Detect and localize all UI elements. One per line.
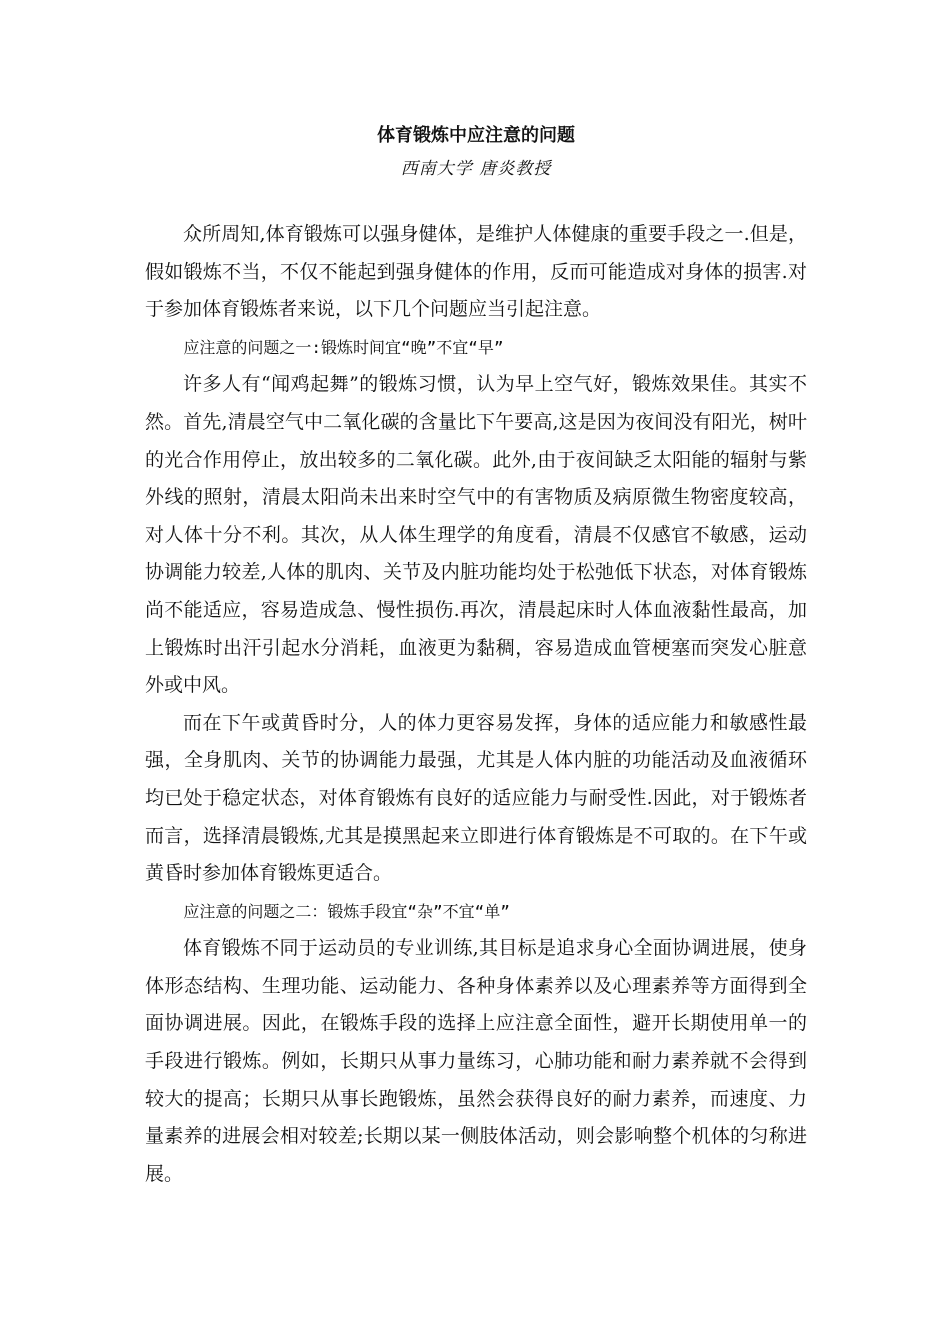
section-1-paragraph-1: 许多人有“闻鸡起舞”的锻炼习惯，认为早上空气好，锻炼效果佳。其实不然。首先,清晨空气中二氧化碳的含量比下午要高,这是因为夜间没有阳光，树叶的光合作用停止，放出较多的二氧化碳。此外,由于夜间缺乏太阳能的辐射与紫外线的照射，清晨太阳尚未出来时空气中的有害物质及病原微生物密度较高，对人体十分不利。其次，从人体生理学的角度看，清晨不仅感官不敏感，运动协调能力较差,人体的肌肉、关节及内脏功能均处于松弛低下状态，对体育锻炼尚不能适应，容易造成急、慢性损伤.再次，清晨起床时人体血液黏性最高，加上锻炼时出汗引起水分消耗，血液更为黏稠，容易造成血管梗塞而突发心脏意外或中风。 — [145, 373, 807, 697]
section-1-paragraph-2: 而在下午或黄昏时分，人的体力更容易发挥，身体的适应能力和敏感性最强，全身肌肉、关节的协调能力最强，尤其是人体内脏的功能活动及血液循环均已处于稳定状态，对体育锻炼有良好的适应能力与耐受性.因此，对于锻炼者而言，选择清晨锻炼,尤其是摸黑起来立即进行体育锻炼是不可取的。在下午或黄昏时参加体育锻炼更适合。 — [145, 711, 807, 885]
document-page — [145, 118, 807, 1193]
section-heading-2: 应注意的问题之二：锻炼手段宜“杂”不宜“单” — [183, 901, 510, 921]
document-author: 西南大学 唐炎教授 — [400, 159, 552, 179]
section-heading-1: 应注意的问题之一:锻炼时间宜“晚”不宜“早” — [183, 337, 504, 357]
intro-paragraph: 众所周知,体育锻炼可以强身健体，是维护人体健康的重要手段之一.但是，假如锻炼不当，不仅不能起到强身健体的作用，反而可能造成对身体的损害.对于参加体育锻炼者来说，以下几个问题应当引起注意。 — [145, 223, 807, 321]
document-title: 体育锻炼中应注意的问题 — [377, 125, 575, 146]
section-2-paragraph-1: 体育锻炼不同于运动员的专业训练,其目标是追求身心全面协调进展，使身体形态结构、生理功能、运动能力、各种身体素养以及心理素养等方面得到全面协调进展。因此，在锻炼手段的选择上应注意全面性，避开长期使用单一的手段进行锻炼。例如，长期只从事力量练习，心肺功能和耐力素养就不会得到较大的提高；长期只从事长跑锻炼，虽然会获得良好的耐力素养，而速度、力量素养的进展会相对较差;长期以某一侧肢体活动，则会影响整个机体的匀称进展。 — [145, 937, 807, 1185]
